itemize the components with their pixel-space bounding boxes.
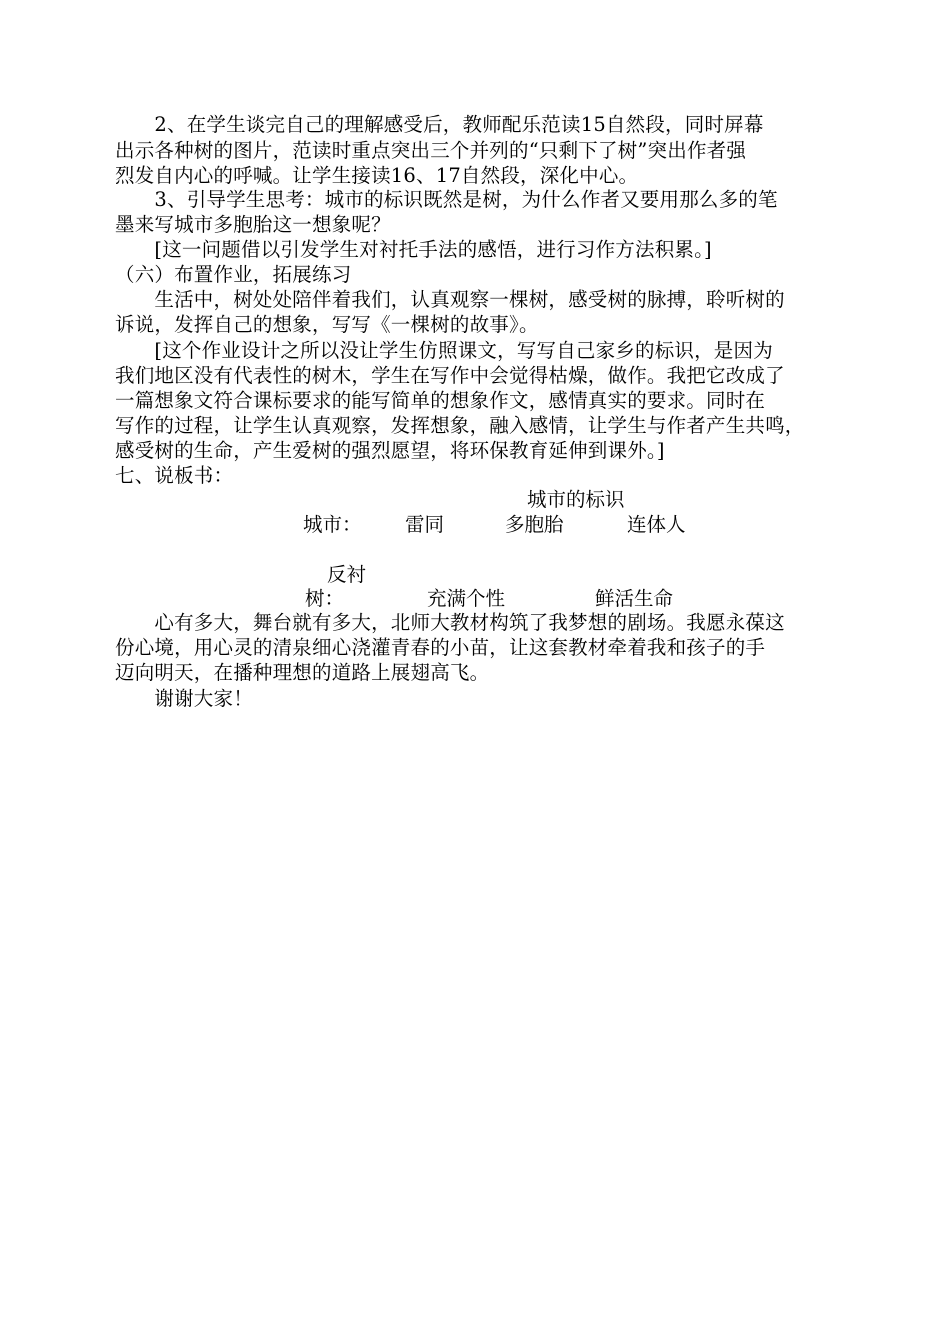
closing-line: 心有多大，舞台就有多大，北师大教材构筑了我梦想的剧场。我愿永葆这: [115, 611, 785, 634]
section-heading: （六）布置作业，拓展练习: [115, 263, 352, 286]
paragraph-line: 写作的过程，让学生认真观察，发挥想象，融入感情，让学生与作者产生共鸣，: [115, 414, 805, 437]
paragraph-line: 一篇想象文符合课标要求的能写简单的想象作文，感情真实的要求。同时在: [115, 389, 766, 412]
paragraph-line: 诉说，发挥自己的想象，写写《一棵树的故事》。: [115, 313, 539, 336]
board-city-item: 雷同: [405, 513, 445, 536]
paragraph-line: [这一问题借以引发学生对衬托手法的感悟，进行习作方法积累。]: [115, 238, 712, 261]
closing-line: 迈向明天，在播种理想的道路上展翅高飞。: [115, 661, 490, 684]
board-tree-item: 鲜活生命: [595, 587, 674, 610]
paragraph-line: [这个作业设计之所以没让学生仿照课文，写写自己家乡的标识，是因为: [115, 339, 773, 362]
board-city-item: 连体人: [627, 513, 686, 536]
paragraph-line: 生活中，树处处陪伴着我们，认真观察一棵树，感受树的脉搏，聆听树的: [115, 288, 785, 311]
paragraph-line: 烈发自内心的呼喊。让学生接读16、17自然段，深化中心。: [115, 164, 639, 187]
board-tree-label: 树：: [305, 587, 345, 610]
board-city-item: 多胞胎: [505, 513, 564, 536]
paragraph-line: 2、在学生谈完自己的理解感受后，教师配乐范读15自然段，同时屏幕: [115, 113, 764, 136]
board-contrast: 反衬: [327, 563, 367, 586]
board-tree-item: 充满个性: [427, 587, 506, 610]
paragraph-line: 墨来写城市多胞胎这一想象呢？: [115, 213, 391, 236]
thanks-line: 谢谢大家！: [115, 687, 253, 710]
board-city-label: 城市：: [303, 513, 362, 536]
section-heading: 七、说板书：: [115, 464, 234, 487]
closing-line: 份心境，用心灵的清泉细心浇灌青春的小苗，让这套教材牵着我和孩子的手: [115, 636, 766, 659]
paragraph-line: 出示各种树的图片，范读时重点突出三个并列的“只剩下了树”突出作者强: [115, 139, 747, 162]
board-title: 城市的标识: [527, 488, 625, 511]
paragraph-line: 3、引导学生思考：城市的标识既然是树，为什么作者又要用那么多的笔: [115, 188, 778, 211]
paragraph-line: 感受树的生命，产生爱树的强烈愿望，将环保教育延伸到课外。]: [115, 439, 665, 462]
paragraph-line: 我们地区没有代表性的树木，学生在写作中会觉得枯燥，做作。我把它改成了: [115, 364, 785, 387]
